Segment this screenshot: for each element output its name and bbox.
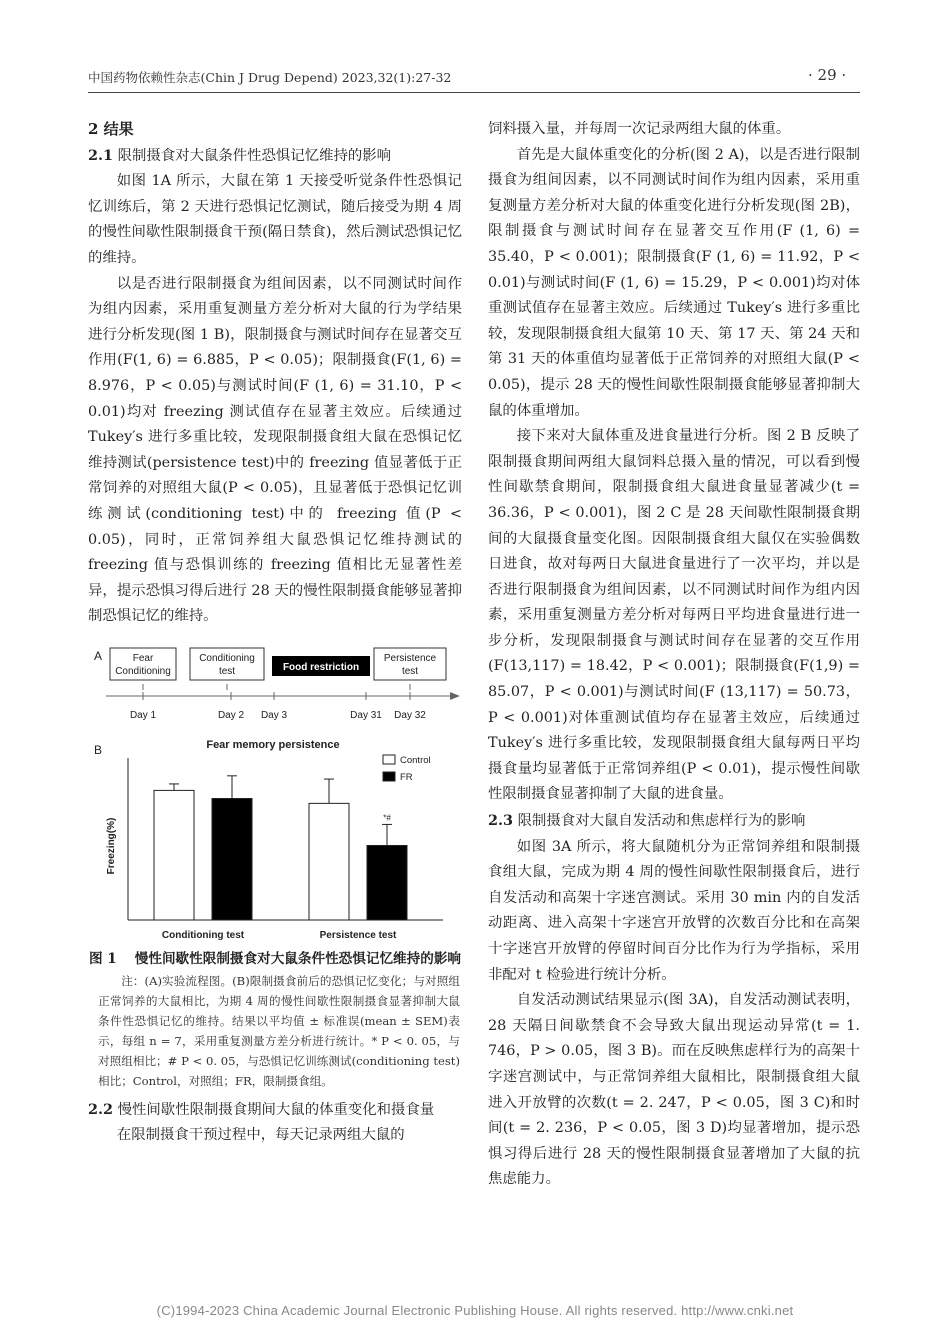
timeline-arrow-icon	[450, 692, 460, 700]
figure-caption-text: 慢性间歇性限制摄食对大鼠条件性恐惧记忆维持的影响	[134, 950, 462, 967]
subsection-heading-2-3	[488, 808, 860, 835]
paragraph: 饲料摄入量，并每周一次记录两组大鼠的体重。	[488, 121, 791, 137]
subsection-heading-2-2	[88, 1097, 462, 1124]
figure-note: 注：(A)实验流程图。(B)限制摄食前后的恐惧记忆变化；与对照组正常饲养的大鼠相比，为期 4 周的慢性间歇性限制摄食显著抑制大鼠条件性恐惧记忆的维持。结果以平均值 ± 标准误(mean ± SEM)表示，每组 n = 7，采用重复测量方差分析进行统计。* P < 0. 05，与对照组相比；# P < 0. 05，与恐惧记忆训练测试(conditioning test)相比；Control，对照组；FR，限制摄食组。	[98, 973, 460, 1088]
panel-a-label: A	[94, 648, 103, 663]
paragraph: 自发活动测试结果显示(图 3A)，自发活动测试表明，28 天隔日间歇禁食不会导致大鼠出现运动异常(t = 1. 746，P > 0.05，图 3 B)。而在反映焦虑样行为的高架十字迷宫测试中，与正常饲养组大鼠相比，限制摄食组大鼠进入开放臂的次数(t = 2. 247，P < 0.05，图 3 C)和时间(t = 2. 236，P < 0.05，图 3 D)均显著增加，提示恐惧习得后进行 28 天的慢性限制摄食显著增加了大鼠的抗焦虑能力。	[488, 992, 860, 1188]
bar-fr-1	[367, 845, 407, 920]
legend-label-fr: FR	[400, 771, 413, 783]
timeline-box-text: Conditioning	[115, 665, 171, 677]
x-category-label: Conditioning test	[161, 929, 245, 941]
paragraph: 如图 1A 所示，大鼠在第 1 天接受听觉条件性恐惧记忆训练后，第 2 天进行恐惧记忆测试，随后接受为期 4 周的慢性间歇性限制摄食干预(隔日禁食)，然后测试恐惧记忆的维持。	[88, 173, 462, 266]
x-category-label: Persistence test	[319, 929, 397, 941]
legend-label-control: Control	[400, 754, 431, 766]
legend-swatch-control	[383, 755, 395, 764]
timeline-day-label: Day 31	[350, 709, 382, 721]
chart-title: Fear memory persistence	[206, 738, 340, 751]
page-number: · 29 ·	[808, 66, 847, 84]
subsection-title: 限制摄食对大鼠自发活动和焦虑样行为的影响	[517, 813, 806, 830]
timeline-box-text: Persistence	[383, 652, 437, 664]
subsection-number: 2.3	[488, 812, 514, 830]
timeline-box-text: Conditioning	[199, 652, 255, 664]
timeline-box-text: Food restriction	[282, 661, 360, 673]
bar-control-0	[154, 790, 194, 920]
subsection-heading-2-1	[88, 143, 462, 170]
timeline-day-label: Day 32	[394, 709, 426, 721]
subsection-number: 2.2	[88, 1100, 114, 1118]
timeline-day-label: Day 1	[129, 709, 157, 721]
subsection-number: 2.1	[88, 146, 114, 164]
figure-1	[88, 644, 462, 944]
paragraph: 在限制摄食干预过程中，每天记录两组大鼠的	[116, 1127, 405, 1144]
bar-control-1	[309, 803, 349, 920]
figure-caption-number: 图 1	[88, 950, 117, 967]
paragraph: 首先是大鼠体重变化的分析(图 2 A)，以是否进行限制摄食为组间因素，以不同测试时间作为组内因素，采用重复测量方差分析对大鼠的体重变化进行分析发现(图 2B)，限制摄食与测试时间存在显著交互作用(F (1, 6) = 35.40，P < 0.001)；限制摄食(F (1, 6) = 11.92，P < 0.01)与测试时间(F (1, 6) = 15.29，P < 0.001)均对体重测试值存在显著主效应。后续通过 Tukey′s 进行多重比较，发现限制摄食组大鼠第 10 天、第 17 天、第 24 天和第 31 天的体重值均显著低于正常饲养的对照组大鼠(P < 0.05)，提示 28 天的慢性间歇性限制摄食能够显著抑制大鼠的体重增加。	[488, 146, 860, 419]
legend-swatch-fr	[383, 772, 395, 781]
timeline-day-label: Day 2	[217, 709, 245, 721]
figure-1-graphic	[88, 644, 462, 944]
subsection-title: 慢性间歇性限制摄食期间大鼠的体重变化和摄食量	[117, 1101, 435, 1118]
right-column	[488, 117, 860, 1193]
timeline-box-text: Fear	[132, 652, 154, 664]
section-heading: 2 结果	[88, 120, 134, 138]
bar-fr-0	[212, 798, 252, 920]
significance-marker: *#	[383, 813, 391, 823]
header-rule	[88, 92, 860, 93]
copyright-footer: (C)1994-2023 China Academic Journal Electronic Publishing House. All rights reserved. http://www.cnki.net	[156, 1303, 794, 1318]
panel-b-label: B	[94, 742, 103, 757]
subsection-title: 限制摄食对大鼠条件性恐惧记忆维持的影响	[117, 147, 392, 164]
chart-marks	[154, 776, 407, 920]
paragraph: 以是否进行限制摄食为组间因素，以不同测试时间作为组内因素，采用重复测量方差分析对大鼠的行为学结果进行分析发现(图 1 B)，限制摄食与测试时间存在显著交互作用(F(1, 6) = 6.885，P < 0.05)；限制摄食(F(1, 6) = 8.976，P < 0.05)与测试时间(F (1, 6) = 31.10，P < 0.01)均对 freezing 测试值存在显著主效应。后续通过 Tukey′s 进行多重比较，发现限制摄食组大鼠在恐惧记忆维持测试(persistence test)中的 freezing 值显著低于正常饲养的对照组大鼠(P < 0.05)，且显著低于恐惧记忆训练测试(conditioning test)中的 freezing 值(P < 0.05)，同时，正常饲养组大鼠恐惧记忆维持测试的 freezing 值与恐惧训练的 freezing 值相比无显著性差异，提示恐惧习得后进行 28 天的慢性限制摄食能够显著抑制恐惧记忆的维持。	[88, 275, 462, 625]
y-axis-label: Freezing(%)	[106, 817, 117, 875]
timeline-day-label: Day 3	[260, 709, 288, 721]
paragraph: 接下来对大鼠体重及进食量进行分析。图 2 B 反映了限制摄食期间两组大鼠饲料总摄入量的情况，可以看到慢性间歇禁食期间，限制摄食组大鼠进食量显著减少(t = 36.36，P < 0.001)，图 2 C 是 28 天间歇性限制摄食期间的大鼠摄食量变化图。因限制摄食组大鼠仅在实验偶数日进食，故对每两日大鼠进食量进行了一次平均，并以是否进行限制摄食为组间因素，以不同测试时间作为组内因素，采用重复测量方差分析对每两日平均进食量进行进一步分析，发现限制摄食与测试时间存在显著的交互作用(F(13,117) = 18.42，P < 0.001)；限制摄食(F(1,9) = 85.07，P < 0.001)与测试时间(F (13,117) = 50.73，P < 0.001)对体重测试值均存在显著主效应，后续通过 Tukey′s 进行多重比较，发现限制摄食组大鼠每两日平均摄食量均显著低于正常饲养组(P < 0.01)，提示慢性间歇性限制摄食显著抑制了大鼠的进食量。	[488, 428, 860, 803]
figure-caption	[88, 948, 462, 971]
left-column	[88, 117, 462, 1149]
timeline-box-text: test	[401, 665, 419, 677]
paragraph: 如图 3A 所示，将大鼠随机分为正常饲养组和限制摄食组大鼠，完成为期 4 周的慢性间歇性限制摄食后，进行自发活动和高架十字迷宫测试。采用 30 min 内的自发活动距离、进入高架十字迷宫开放臂的次数百分比和在高架十字迷宫开放臂的停留时间百分比作为行为学指标，采用非配对 t 检验进行统计分析。	[488, 838, 860, 983]
timeline-box-text: test	[218, 665, 236, 677]
journal-header: 中国药物依赖性杂志(Chin J Drug Depend) 2023,32(1):27-32	[88, 70, 452, 85]
